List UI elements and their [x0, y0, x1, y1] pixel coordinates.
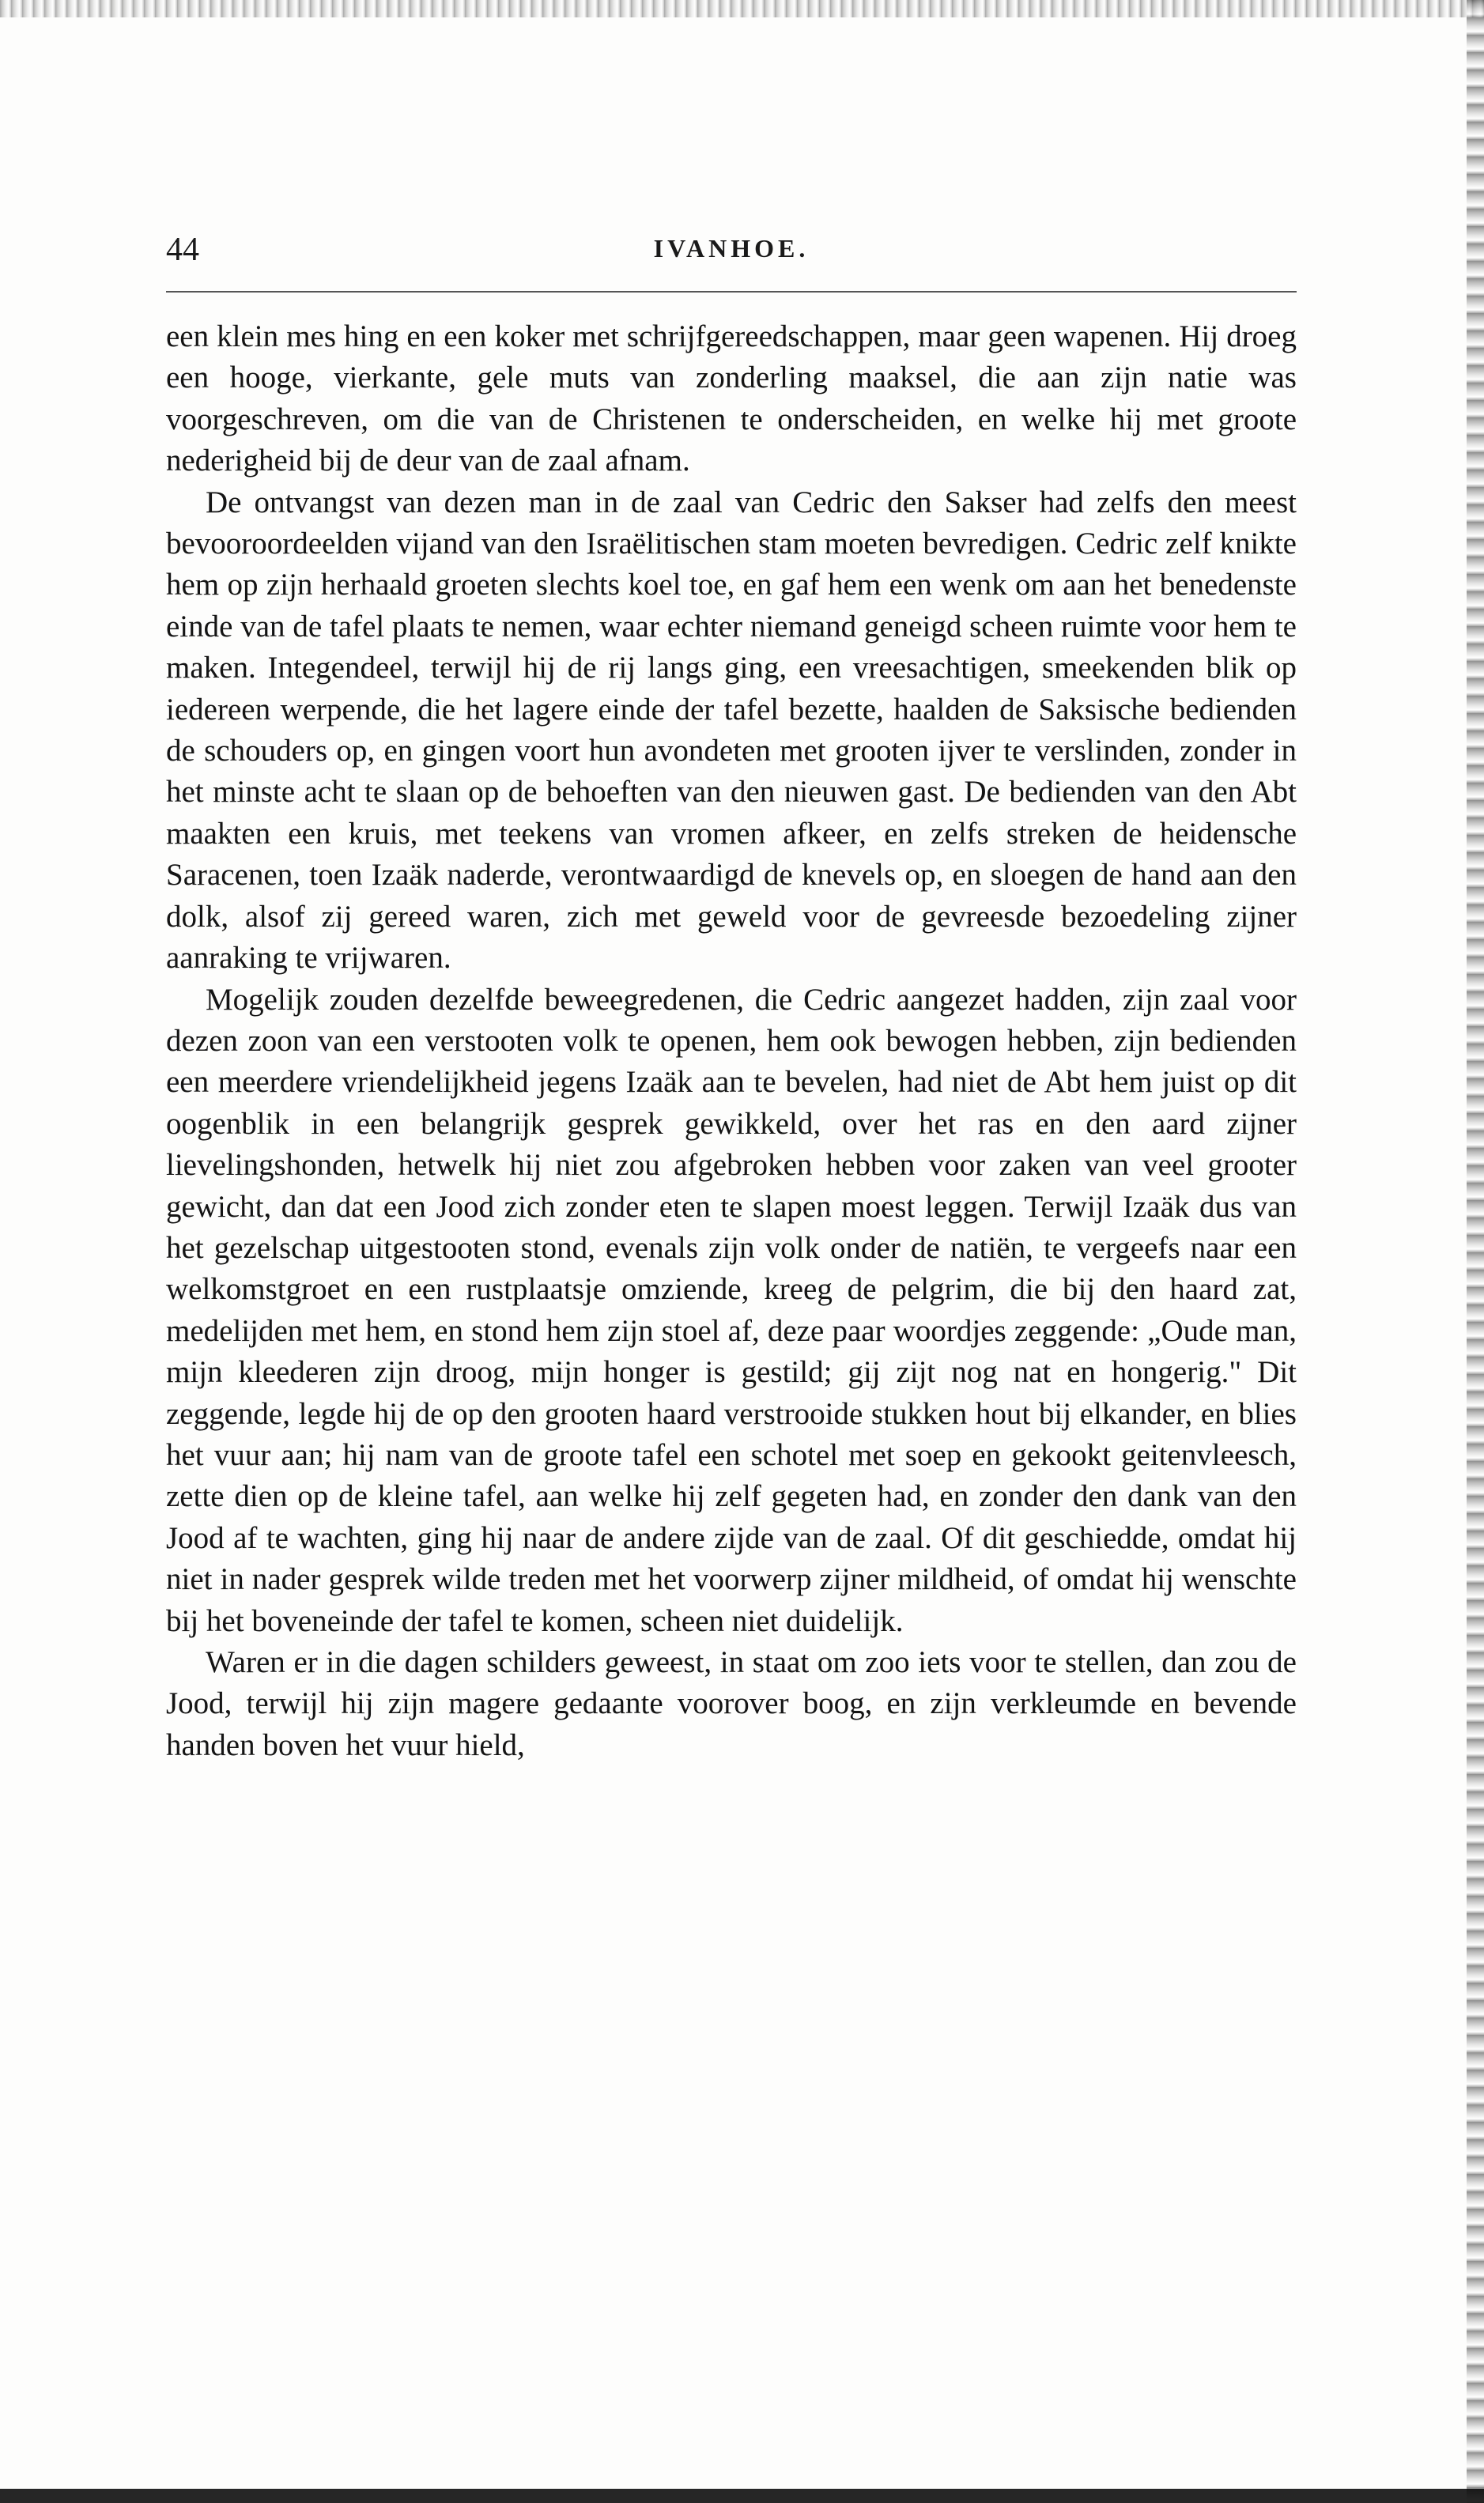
paragraph-4: Waren er in die dagen schilders geweest, in staat om zoo iets voor te stellen, dan zou de Jood, terwijl hij zijn magere gedaante voorover boog, en zijn verkleumde en bevende handen boven het vuur hield,	[166, 1645, 1297, 1762]
scan-edge-right	[1467, 0, 1484, 2503]
page-number: 44	[166, 232, 199, 268]
running-head: IVANHOE.	[653, 234, 810, 262]
page-header	[166, 225, 1297, 272]
paragraph-3: Mogelijk zouden dezelfde beweegredenen, die Cedric aangezet hadden, zijn zaal voor dezen zoon van een verstooten volk te openen, hem ook bewogen hebben, zijn bedienden een meerdere vriendelijkheid jegens Izaäk aan te bevelen, had niet de Abt hem juist op dit oogenblik in een belangrijk gesprek gewikkeld, over het ras en den aard zijner lievelingshonden, hetwelk hij niet zou afgebroken hebben voor zaken van veel grooter gewicht, dan dat een Jood zich zonder eten te slapen moest leggen. Terwijl Izaäk dus van het gezelschap uitgestooten stond, evenals zijn volk onder de natiën, te vergeefs naar een welkomstgroet en een rustplaatsje omziende, kreeg de pelgrim, die bij den haard zat, medelijden met hem, en stond hem zijn stoel af, deze paar woordjes zeggende: „Oude man, mijn kleederen zijn droog, mijn honger is gestild; gij zijt nog nat en hongerig." Dit zeggende, legde hij de op den grooten haard verstrooide stukken hout bij elkander, en blies het vuur aan; hij nam van de groote tafel een schotel met soep en gekookt geitenvleesch, zette dien op de kleine tafel, aan welke hij zelf gegeten had, en zonder den dank van den Jood af te wachten, ging hij naar de andere zijde van de zaal. Of dit geschiedde, omdat hij niet in nader gesprek wilde treden met het voorwerp zijner mildheid, of omdat hij wenschte bij het boveneinde der tafel te komen, scheen niet duidelijk.	[166, 982, 1297, 1638]
scan-edge-bottom	[0, 2489, 1484, 2503]
body-text	[166, 316, 1297, 1766]
paragraph-2: De ontvangst van dezen man in de zaal van Cedric den Sakser had zelfs den meest bevooroordeelden vijand van den Israëlitischen stam moeten bevredigen. Cedric zelf knikte hem op zijn herhaald groeten slechts koel toe, en gaf hem een wenk om aan het benedenste einde van de tafel plaats te nemen, waar echter niemand geneigd scheen ruimte voor hem te maken. Integendeel, terwijl hij de rij langs ging, een vreesachtigen, smeekenden blik op iedereen werpende, die het lagere einde der tafel bezette, haalden de Saksische bedienden de schouders op, en gingen voort hun avondeten met grooten ijver te verslinden, zonder in het minste acht te slaan op de behoeften van den nieuwen gast. De bedienden van den Abt maakten een kruis, met teekens van vromen afkeer, en zelfs streken de heidensche Saracenen, toen Izaäk naderde, verontwaardigd de knevels op, en sloegen de hand aan den dolk, alsof zij gereed waren, zich met geweld voor de gevreesde bezoedeling zijner aanraking te vrijwaren.	[166, 485, 1297, 976]
scan-edge-top	[0, 0, 1484, 17]
header-rule	[166, 291, 1297, 293]
paragraph-1: een klein mes hing en een koker met schrijfgereedschappen, maar geen wapenen. Hij droeg een hooge, vierkante, gele muts van zonderling maaksel, die aan zijn natie was voorgeschreven, om die van de Christenen te onderscheiden, en welke hij met groote nederigheid bij de deur van de zaal afnam.	[166, 319, 1297, 478]
